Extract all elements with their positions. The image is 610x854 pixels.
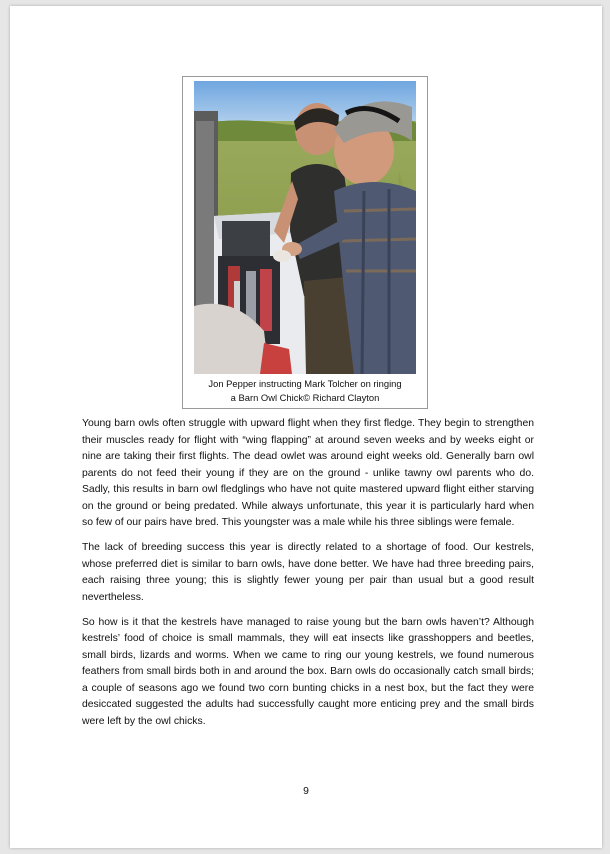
paragraph-3: So how is it that the kestrels have managed to raise young but the barn owls haven’t? Although kestrels’ food of choice is small mammals, they will eat insects like grasshoppers and beetles, small birds, lizards and worms. When we came to ring our young kestrels, we found numerous feathers from small birds both in and around the box. Barn owls do occasionally catch small birds; a couple of seasons ago we found two corn bunting chicks in a nest box, but the fact they were desiccated suggested the adults had successfully caught more enticing prey and the small birds were left by the owl chicks. — [82, 616, 534, 727]
photo-figure — [182, 76, 428, 409]
article-body — [82, 416, 534, 739]
page-number: 9 — [303, 786, 309, 797]
document-page — [10, 6, 602, 848]
caption-line-1: Jon Pepper instructing Mark Tolcher on ringing — [208, 378, 402, 389]
caption-line-2: a Barn Owl Chick© Richard Clayton — [230, 392, 380, 403]
paragraph-1: Young barn owls often struggle with upward flight when they first fledge. They begin to strengthen their muscles ready for flight with “wing flapping” at around seven weeks and by weeks eight or nine are taking their first flights. The dead owlet was around eight weeks old. Generally barn owl parents do not feed their young if they are on the ground - unlike tawny owl parents who do. Sadly, this results in barn owl fledglings who have not quite mastered upward flight either starving on the ground or being predated. While always unfortunate, this year it is particularly hard when so few of our pairs have bred. This youngster was a male while his three siblings were female. — [82, 418, 534, 528]
photo-ringing-barn-owl-chick — [194, 81, 416, 374]
paragraph-2: The lack of breeding success this year is directly related to a shortage of food. Our kestrels, whose preferred diet is similar to barn owls, have done better. We have had three breeding pairs, each raising three young; this is slightly fewer young per pair than usual but a good result nevertheless. — [82, 542, 534, 603]
photo-caption — [183, 377, 427, 405]
